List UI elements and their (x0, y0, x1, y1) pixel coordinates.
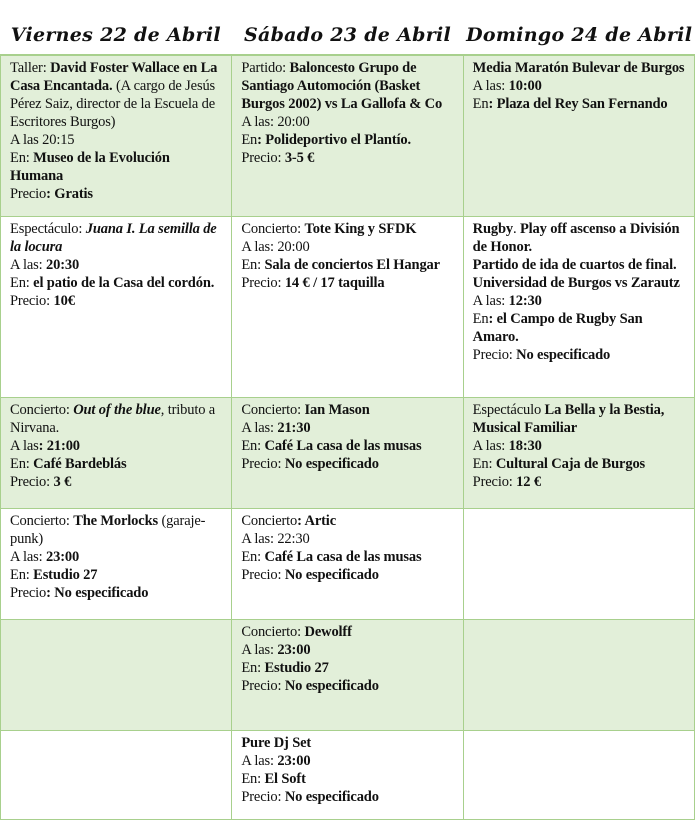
event-cell (463, 397, 694, 508)
event-line (241, 455, 454, 473)
event-cell (463, 730, 694, 819)
event-line (241, 770, 454, 788)
table-row (1, 55, 695, 216)
event-text: A las: 22:30 (241, 530, 310, 547)
event-text: El Soft (264, 770, 306, 787)
event-text: Play off ascenso a División de Honor. (472, 220, 680, 255)
event-text: Precio: (472, 473, 517, 490)
event-line (241, 659, 454, 677)
event-text: A las: (472, 78, 509, 94)
event-text: En: (241, 256, 265, 273)
event-line (473, 401, 686, 437)
event-text: En: (10, 455, 34, 472)
event-line (473, 346, 686, 364)
event-line (241, 59, 454, 113)
event-text: Partido: (241, 60, 290, 76)
event-text: Precio: (241, 677, 285, 694)
event-line (241, 641, 454, 659)
event-text: A las: (472, 437, 509, 454)
event-line (241, 113, 454, 131)
event-line (241, 256, 454, 274)
event-text: 12 € (516, 473, 541, 490)
event-text: No especificado (284, 566, 379, 583)
event-cell (1, 55, 232, 216)
event-cell (463, 216, 694, 397)
event-line (473, 310, 686, 346)
event-line (473, 77, 686, 95)
event-text: En: (241, 437, 265, 454)
event-text: Espectáculo: (10, 220, 86, 237)
event-text: Sala de conciertos El Hangar (264, 256, 440, 273)
event-cell (463, 55, 694, 216)
event-text: Concierto: (241, 401, 305, 418)
table-row (1, 508, 695, 619)
event-text: Cultural Caja de Burgos (495, 455, 646, 472)
event-text: Ian Mason (304, 401, 370, 418)
event-cell (232, 508, 463, 619)
event-text: 23:00 (277, 752, 311, 769)
event-line (473, 59, 686, 77)
event-text: Juana I. La semilla de la locura (10, 220, 217, 255)
event-text: En: (10, 274, 34, 291)
event-text: A las: (472, 292, 509, 309)
event-line (241, 274, 454, 292)
event-cell (232, 55, 463, 216)
table-row (1, 730, 695, 819)
event-line (10, 473, 223, 491)
header-saturday: Sábado 23 de Abril (243, 24, 452, 46)
event-line (473, 292, 686, 310)
event-text: A las: 20:00 (241, 114, 310, 130)
event-text: Concierto: (10, 401, 74, 418)
event-text: Tote King y SFDK (304, 220, 417, 237)
event-line (241, 419, 454, 437)
event-line (241, 238, 454, 256)
event-text: Concierto: (10, 512, 74, 529)
event-cell (232, 216, 463, 397)
event-text: En (472, 310, 489, 327)
event-cell (1, 216, 232, 397)
event-text: En (472, 96, 489, 112)
header-sunday: Domingo 24 de Abril (466, 24, 693, 46)
event-text: Café La casa de las musas (264, 548, 422, 565)
event-text: Precio (10, 186, 47, 202)
event-cell (1, 730, 232, 819)
header-friday: Viernes 22 de Abril (10, 24, 221, 46)
events-table (0, 54, 695, 820)
event-line (241, 401, 454, 419)
event-line (10, 548, 223, 566)
event-text: : 21:00 (38, 437, 80, 454)
event-line (10, 149, 223, 185)
event-text: A las: (241, 641, 278, 658)
event-text: A las: (241, 752, 278, 769)
event-cell (1, 508, 232, 619)
event-cell (1, 397, 232, 508)
event-text: A las: (10, 256, 47, 273)
event-line (10, 256, 223, 274)
event-line (10, 185, 223, 203)
event-line (10, 566, 223, 584)
event-text: En: (10, 150, 34, 166)
event-line (241, 677, 454, 695)
event-text: Concierto: (241, 623, 305, 640)
event-text: En: (241, 659, 265, 676)
event-text: A las: (10, 548, 47, 565)
event-line (241, 623, 454, 641)
event-text: Precio: (10, 473, 54, 490)
event-text: La Bella y la Bestia, Musical Familiar (472, 401, 665, 436)
event-text: No especificado (516, 346, 611, 363)
event-text: : Gratis (46, 186, 93, 202)
event-text: Partido de ida de cuartos de final. Universidad de Burgos vs Zarautz (472, 256, 680, 291)
event-text: En: (241, 548, 265, 565)
event-text: A las: (241, 419, 278, 436)
event-text: Café La casa de las musas (264, 437, 422, 454)
event-text: En: (10, 566, 34, 583)
event-text: 14 € / 17 taquilla (284, 274, 385, 291)
event-line (241, 566, 454, 584)
event-text: el patio de la Casa del cordón. (33, 274, 215, 291)
event-line (241, 149, 454, 167)
event-cell (232, 397, 463, 508)
event-line (241, 220, 454, 238)
event-text: Rugby (472, 220, 514, 237)
event-text: Precio (10, 584, 47, 601)
event-line (241, 752, 454, 770)
event-line (10, 274, 223, 292)
day-headers (0, 0, 695, 54)
event-text: Baloncesto Grupo de Santiago Automoción (Basket Burgos 2002) vs La Gallofa & Co (241, 60, 443, 112)
table-row (1, 216, 695, 397)
event-text: Precio: (241, 455, 285, 472)
event-text: En (241, 132, 258, 148)
event-text: Precio: (241, 566, 285, 583)
event-text: No especificado (284, 788, 379, 805)
event-text: 3 € (53, 473, 72, 490)
event-line (10, 437, 223, 455)
event-text: 10€ (53, 292, 75, 309)
event-text: The Morlocks (73, 512, 158, 529)
event-line (473, 256, 686, 292)
event-cell (463, 508, 694, 619)
event-text: A las: 20:00 (241, 238, 310, 255)
event-line (473, 473, 686, 491)
event-text: A las (10, 437, 39, 454)
event-text: Precio: (241, 788, 285, 805)
event-text: : el Campo de Rugby San Amaro. (472, 310, 643, 345)
event-line (241, 437, 454, 455)
event-text: 12:30 (508, 292, 542, 309)
event-text: Café Bardeblás (33, 455, 127, 472)
event-text: Espectáculo (472, 401, 545, 418)
event-text: David Foster Wallace en La Casa Encantada. (10, 60, 218, 94)
event-line (241, 788, 454, 806)
event-line (10, 455, 223, 473)
table-row (1, 397, 695, 508)
event-text: En: (472, 455, 496, 472)
event-text: Out of the blue (73, 401, 161, 418)
event-text: A las 20:15 (10, 132, 75, 148)
event-line (241, 530, 454, 548)
event-line (10, 131, 223, 149)
event-line (241, 512, 454, 530)
event-text: 18:30 (508, 437, 542, 454)
event-text: Dewolff (304, 623, 352, 640)
event-text: Precio: (241, 150, 285, 166)
event-text: Concierto (241, 512, 298, 529)
event-text: 21:30 (277, 419, 311, 436)
event-line (10, 584, 223, 602)
event-line (241, 734, 454, 752)
event-line (473, 95, 686, 113)
event-text: 23:00 (277, 641, 311, 658)
event-text: Precio: (241, 274, 285, 291)
event-cell (1, 619, 232, 730)
event-text: : No especificado (46, 584, 149, 601)
event-text: Taller: (10, 60, 51, 76)
event-text: Media Maratón Bulevar de Burgos (472, 60, 685, 76)
event-text: : Plaza del Rey San Fernando (488, 96, 668, 112)
event-cell (232, 730, 463, 819)
event-text: : Artic (297, 512, 336, 529)
event-text: Concierto: (241, 220, 305, 237)
event-line (10, 59, 223, 131)
event-text: (A cargo de Jesús Pérez Saiz, director de la Escuela de Escritores Burgos) (10, 78, 216, 130)
event-text: En: (241, 770, 265, 787)
event-text: Estudio 27 (33, 566, 98, 583)
event-line (10, 512, 223, 548)
event-line (10, 292, 223, 310)
event-cell (463, 619, 694, 730)
event-text: Estudio 27 (264, 659, 329, 676)
event-line (241, 548, 454, 566)
event-line (10, 220, 223, 256)
event-text: 10:00 (508, 78, 542, 94)
event-line (10, 401, 223, 437)
event-line (241, 131, 454, 149)
event-text: Pure Dj Set (241, 734, 312, 751)
table-row (1, 619, 695, 730)
event-text: . (513, 220, 520, 237)
event-text: No especificado (284, 455, 379, 472)
event-text: No especificado (284, 677, 379, 694)
event-text: Museo de la Evolución Humana (10, 150, 170, 184)
event-text: Precio: (472, 346, 517, 363)
event-text: Precio: (10, 292, 54, 309)
event-cell (232, 619, 463, 730)
event-text: 23:00 (46, 548, 80, 565)
event-line (473, 437, 686, 455)
event-text: : Polideportivo el Plantío. (257, 132, 411, 148)
event-text: 20:30 (46, 256, 80, 273)
event-line (473, 455, 686, 473)
event-text: , tributo a Nirvana. (10, 401, 216, 436)
event-line (473, 220, 686, 256)
event-text: 3-5 € (284, 150, 315, 166)
event-text: (garaje-punk) (10, 512, 206, 547)
